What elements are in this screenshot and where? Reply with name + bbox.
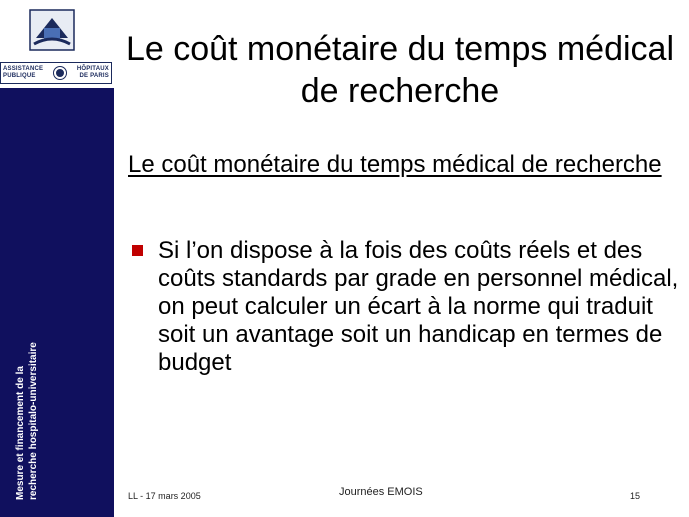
bullet-text: Si l’on dispose à la fois des coûts réels et des coûts standards par grade en personnel médical, on peut calculer un écart à la norme qui traduit soit un avantage soit un handicap en termes de budget: [158, 237, 679, 376]
sidebar-caption: [14, 320, 40, 500]
logo-text-right-2: DE PARIS: [79, 73, 109, 79]
footer-author-date: LL - 17 mars 2005: [128, 491, 201, 501]
square-bullet-icon: [132, 245, 143, 256]
logo: [0, 0, 114, 88]
logo-text-right-1: HÔPITAUX: [76, 66, 109, 72]
slide-subtitle: Le coût monétaire du temps médical de recherche: [128, 151, 662, 178]
footer-event: Journées EMOIS: [339, 486, 423, 498]
sidebar: [0, 0, 114, 517]
logo-emblem-icon: [54, 67, 66, 79]
logo-text-left-2: PUBLIQUE: [3, 73, 36, 79]
logo-text-left-1: ASSISTANCE: [3, 66, 44, 72]
slide-title: Le coût monétaire du temps médical de recherche: [125, 30, 675, 110]
bullet-item: [132, 237, 684, 377]
logo-wordmark: [0, 62, 112, 84]
sidebar-caption-line-1: Mesure et financement de la: [15, 366, 26, 500]
page-number: 15: [630, 491, 641, 501]
sidebar-caption-line-2: recherche hospitalo-universitaire: [28, 342, 39, 500]
aphp-logo-icon: [28, 8, 76, 52]
